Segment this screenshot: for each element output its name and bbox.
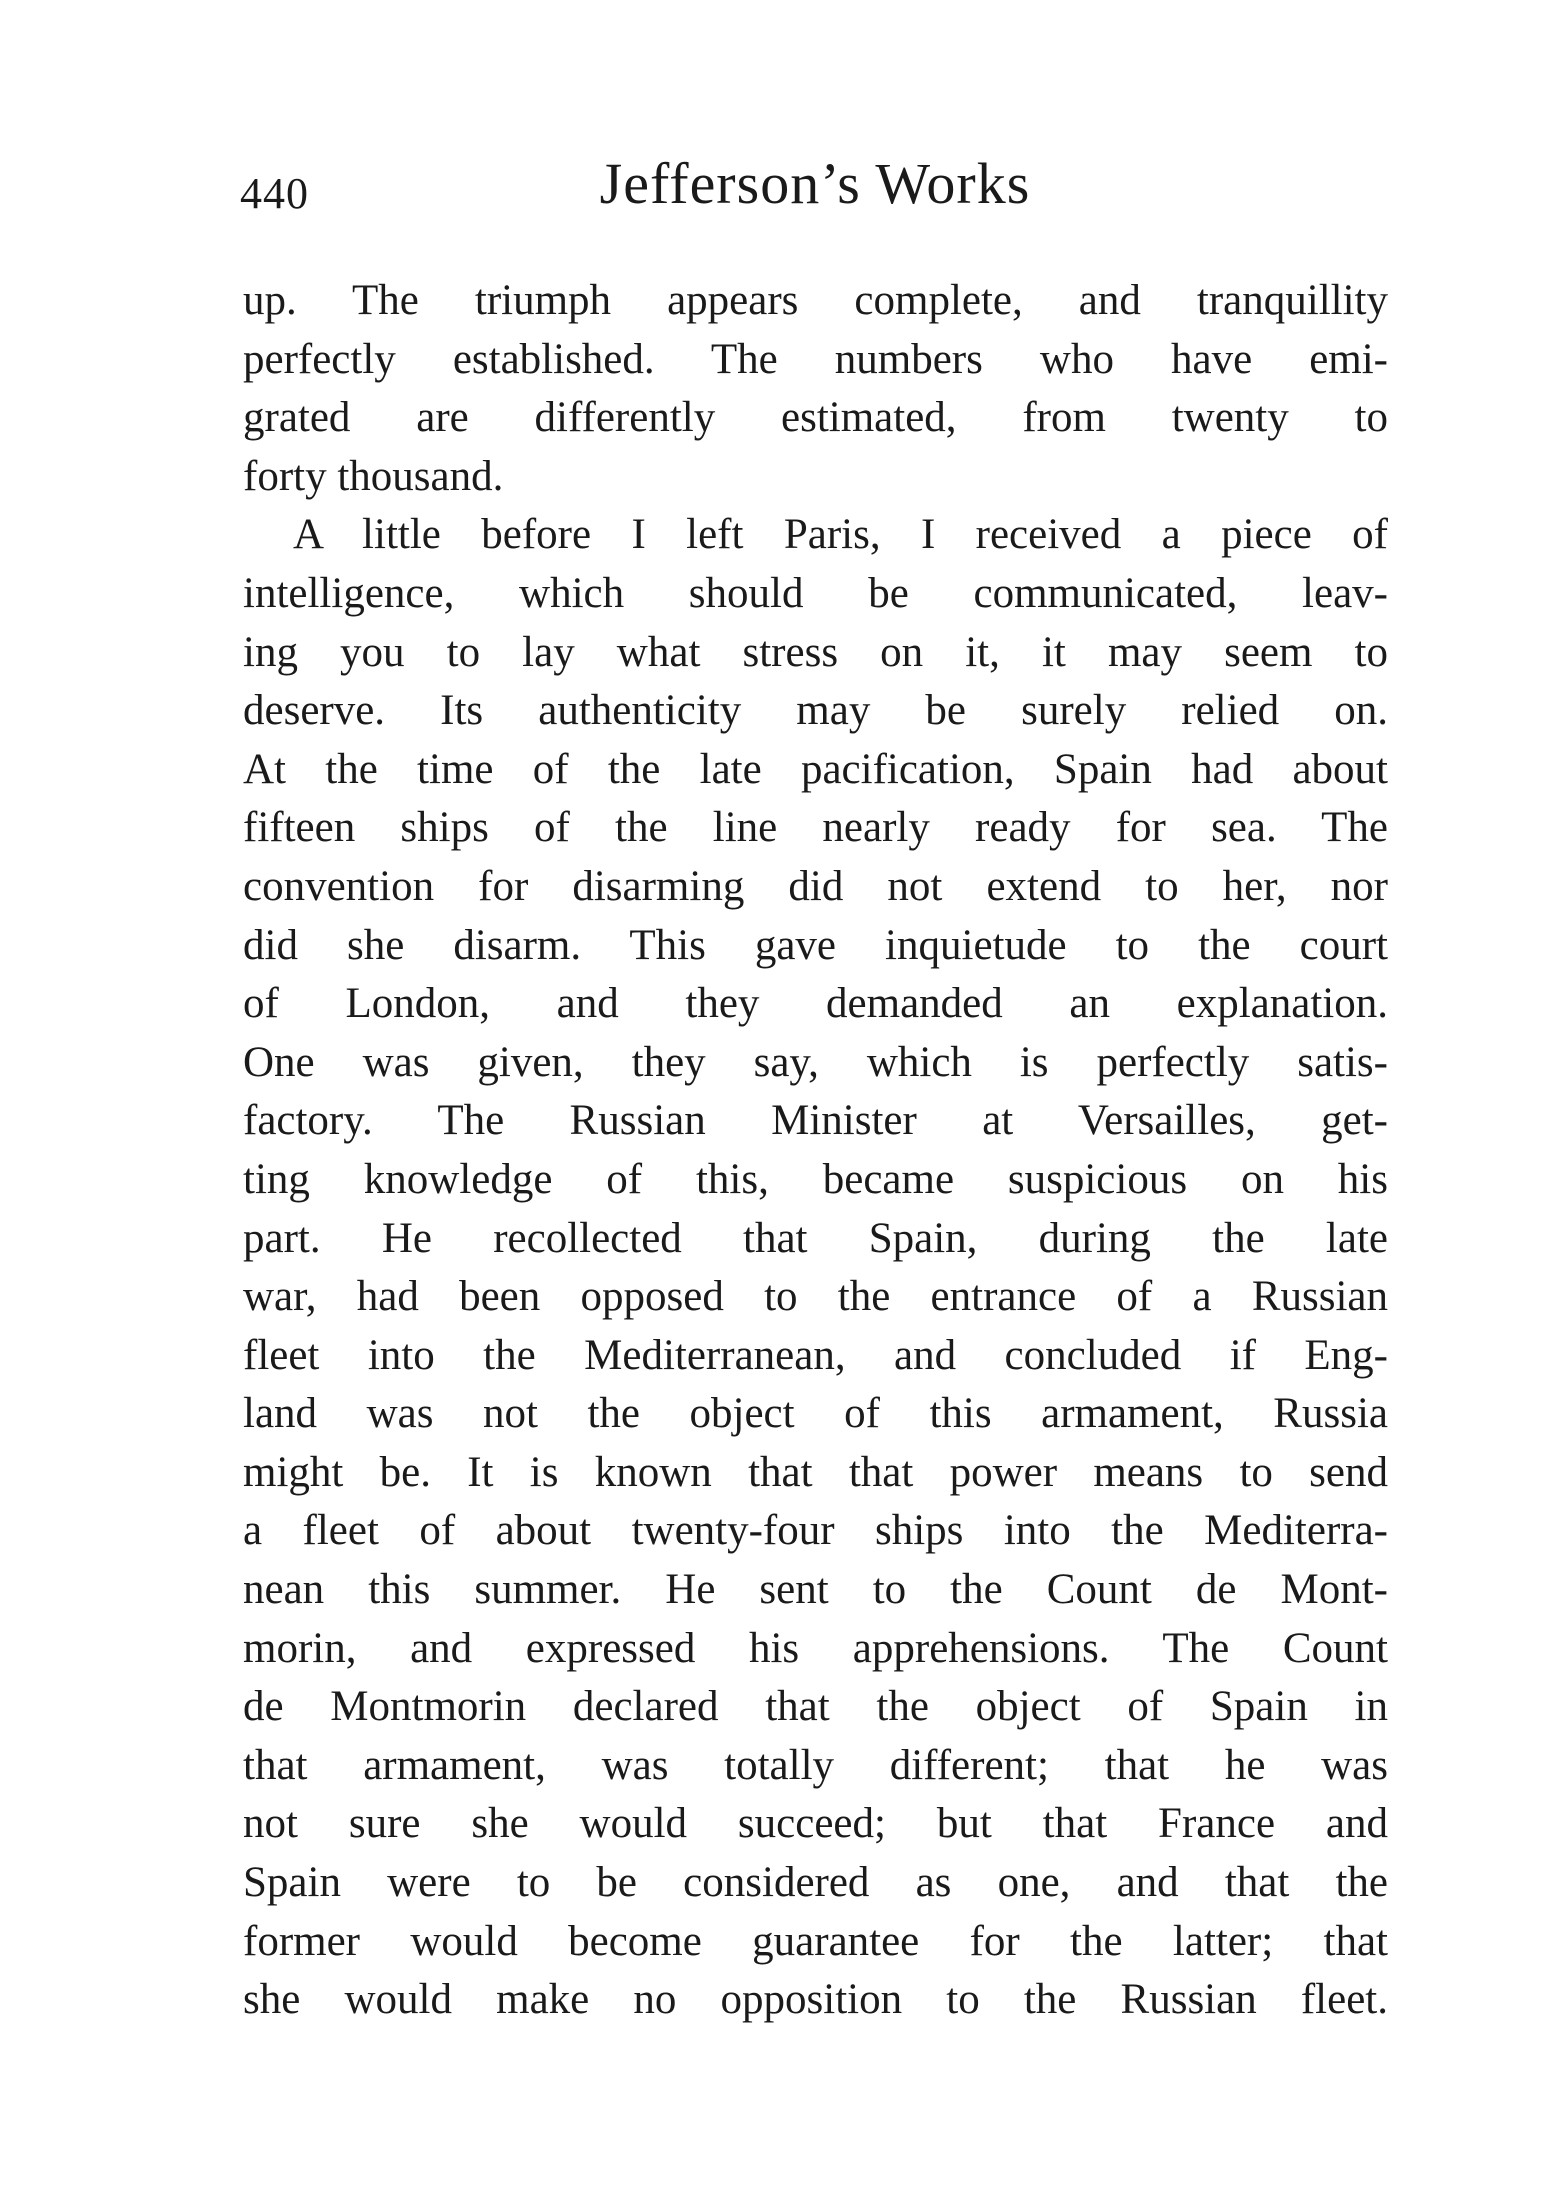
text-line: she would make no opposition to the Russian fleet. [243, 1976, 1388, 2024]
text-line: perfectly established. The numbers who have emi- [243, 335, 1388, 383]
page-number: 440 [240, 169, 309, 218]
text-line: ing you to lay what stress on it, it may seem to [243, 628, 1388, 676]
text-line: factory. The Russian Minister at Versailles, get- [243, 1097, 1388, 1145]
text-line: Spain were to be considered as one, and that the [243, 1859, 1388, 1907]
text-line: convention for disarming did not extend to her, nor [243, 862, 1388, 910]
text-line: part. He recollected that Spain, during the late [243, 1214, 1388, 1262]
text-line: de Montmorin declared that the object of Spain in [243, 1683, 1388, 1731]
text-line: war, had been opposed to the entrance of a Russian [243, 1273, 1388, 1321]
text-line: that armament, was totally different; that he was [243, 1741, 1388, 1789]
text-line: forty thousand. [243, 452, 504, 500]
running-head: Jefferson’s Works [599, 151, 1031, 216]
text-line: former would become guarantee for the latter; that [243, 1917, 1388, 1965]
text-line: did she disarm. This gave inquietude to the court [243, 921, 1388, 969]
text-line: fifteen ships of the line nearly ready for sea. The [243, 804, 1388, 852]
text-line: a fleet of about twenty-four ships into the Mediterra- [243, 1507, 1388, 1555]
text-line: fleet into the Mediterranean, and concluded if Eng- [243, 1331, 1388, 1379]
text-line: A little before I left Paris, I received a piece of [293, 511, 1388, 559]
text-line: land was not the object of this armament, Russia [243, 1390, 1388, 1438]
text-line: At the time of the late pacification, Spain had about [243, 745, 1388, 793]
text-line: nean this summer. He sent to the Count de Mont- [243, 1566, 1388, 1614]
body-text [243, 272, 1388, 2030]
text-line: One was given, they say, which is perfectly satis- [243, 1038, 1388, 1086]
text-line: intelligence, which should be communicated, leav- [243, 569, 1388, 617]
text-line: not sure she would succeed; but that France and [243, 1800, 1388, 1848]
text-line: might be. It is known that that power means to send [243, 1448, 1388, 1496]
text-line: up. The triumph appears complete, and tranquillity [243, 277, 1388, 324]
text-line: ting knowledge of this, became suspicious on his [243, 1155, 1388, 1203]
page-header [240, 150, 1390, 240]
text-line: grated are differently estimated, from twenty to [243, 394, 1388, 442]
text-line: morin, and expressed his apprehensions. The Count [243, 1624, 1388, 1672]
text-line: of London, and they demanded an explanation. [243, 980, 1388, 1028]
text-line: deserve. Its authenticity may be surely relied on. [243, 687, 1388, 735]
